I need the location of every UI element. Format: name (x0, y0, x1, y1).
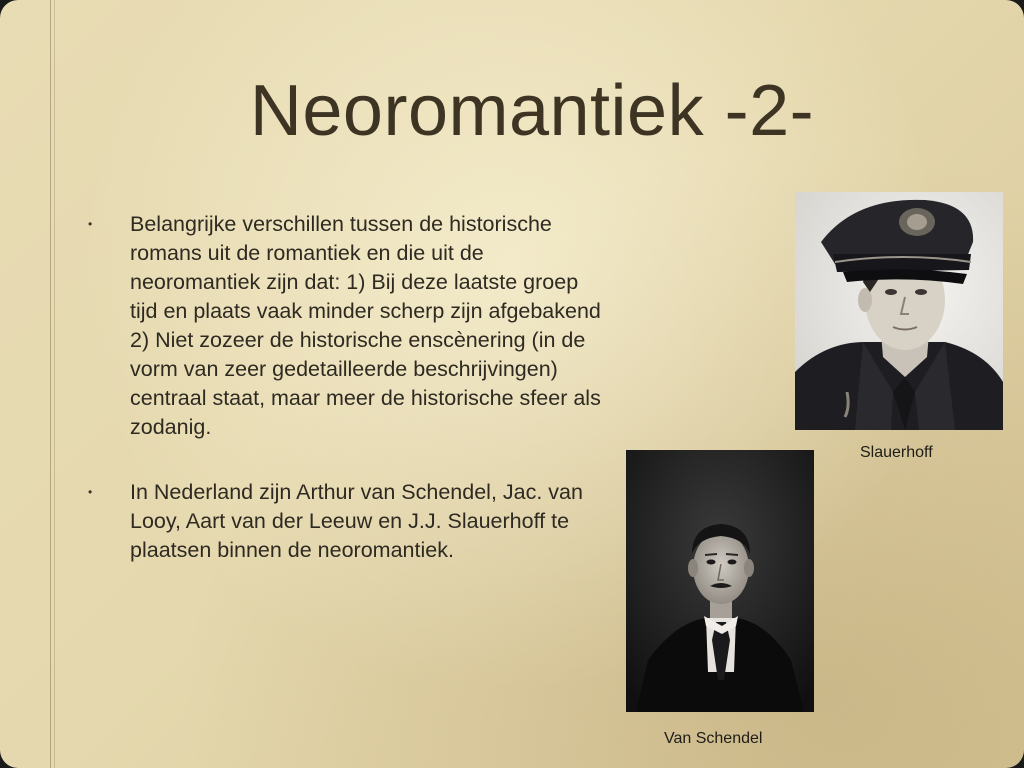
bullet-list (88, 210, 608, 565)
van-schendel-photo (626, 450, 814, 712)
slide-title: Neoromantiek -2- (249, 71, 815, 151)
slauerhoff-caption: Slauerhoff (860, 444, 933, 461)
bullet-dot-icon: • (88, 217, 93, 231)
bullet-text: In Nederland zijn Arthur van Schendel, Jac. van Looy, Aart van der Leeuw en J.J. Slauerhoff te plaatsen binnen de neoromantiek. (130, 480, 583, 562)
slauerhoff-photo (795, 192, 1003, 430)
bullet-dot-icon: • (88, 485, 93, 499)
bullet-item (88, 478, 608, 565)
bullet-item (88, 210, 608, 442)
van-schendel-caption: Van Schendel (664, 730, 763, 747)
bullet-text: Belangrijke verschillen tussen de historische romans uit de romantiek en die uit de neoromantiek zijn dat: 1) Bij deze laatste groep tijd en plaats vaak minder scherp zijn afgebakend 2) Niet zozeer de historische enscènering (in de vorm van zeer gedetailleerde beschrijvingen) centraal staat, maar meer de historische sfeer als zodanig. (130, 212, 601, 439)
